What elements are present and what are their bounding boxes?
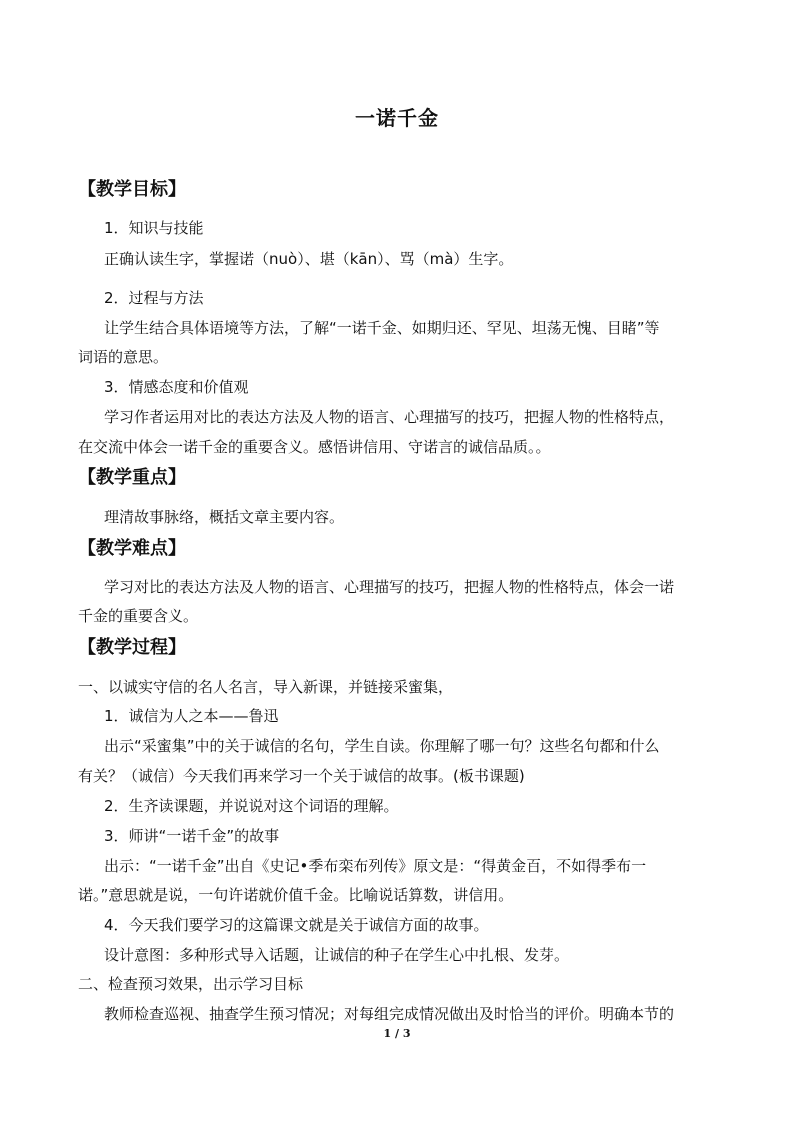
difficulties-text-line1: 学习对比的表达方法及人物的语言、心理描写的技巧，把握人物的性格特点，体会一诺 [104,578,675,596]
page-title: 一诺千金 [355,106,439,130]
goal-item-2-text-line2: 词语的意思。 [78,348,169,366]
section-heading-key-points: 【教学重点】 [78,467,186,488]
goal-item-3-text-line2: 在交流中体会一诺千金的重要含义。感悟讲信用、守诺言的诚信品质。。 [78,438,551,456]
key-points-text: 理清故事脉络，概括文章主要内容。 [104,508,345,526]
process-step-4: 4．今天我们要学习的这篇课文就是关于诚信方面的故事。 [104,916,489,934]
process-design-intent: 设计意图：多种形式导入话题，让诚信的种子在学生心中扎根、发芽。 [104,946,570,964]
goal-item-2-heading: 2．过程与方法 [104,289,204,307]
goal-item-2-text-line1: 让学生结合具体语境等方法，了解“一诺千金、如期归还、罕见、坦荡无愧、目睹”等 [104,319,660,337]
section-heading-goals: 【教学目标】 [78,179,186,200]
process-step-3-text-line2: 诺。”意思就是说，一句许诺就价值千金。比喻说话算数，讲信用。 [78,886,514,904]
process-step-1: 1．诚信为人之本——鲁迅 [104,707,279,725]
page-number: 1 / 3 [383,1027,411,1040]
process-part-1-heading: 一、以诚实守信的名人名言，导入新课，并链接采蜜集， [78,678,454,696]
process-part-2-text: 教师检查巡视、抽查学生预习情况；对每组完成情况做出及时恰当的评价。明确本节的 [104,1005,675,1023]
process-step-3-text-line1: 出示：“一诺千金”出自《史记•季布栾布列传》原文是：“得黄金百，不如得季布一 [104,857,647,875]
difficulties-text-line2: 千金的重要含义。 [78,607,199,625]
process-part-2-heading: 二、检查预习效果，出示学习目标 [78,975,304,993]
section-heading-difficulties: 【教学难点】 [78,538,186,559]
process-step-2: 2．生齐读课题，并说说对这个词语的理解。 [104,797,399,815]
section-heading-process: 【教学过程】 [78,637,186,658]
process-step-1-text-line2: 有关？（诚信）今天我们再来学习一个关于诚信的故事。(板书课题) [78,767,525,785]
goal-item-3-text-line1: 学习作者运用对比的表达方法及人物的语言、心理描写的技巧，把握人物的性格特点， [104,408,675,426]
goal-item-1-text: 正确认读生字，掌握诺（nuò）、堪（kān）、骂（mà）生字。 [104,250,514,268]
goal-item-1-heading: 1．知识与技能 [104,219,204,237]
goal-item-3-heading: 3．情感态度和价值观 [104,378,249,396]
process-step-1-text-line1: 出示“采蜜集”中的关于诚信的名句，学生自读。你理解了哪一句？这些名句都和什么 [104,737,660,755]
process-step-3: 3．师讲“一诺千金”的故事 [104,827,280,845]
